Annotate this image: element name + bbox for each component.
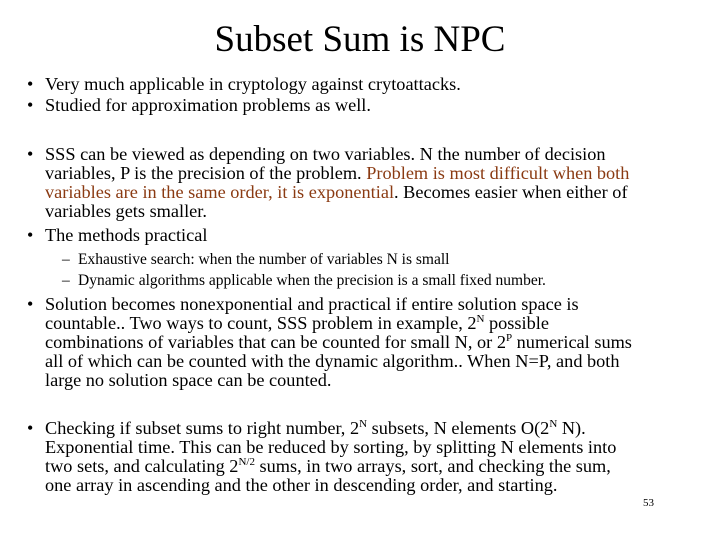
bullet-marker: •: [27, 144, 34, 164]
dash-marker: –: [62, 272, 70, 289]
text-line: [45, 456, 611, 476]
highlighted-text: variables are in the same order, it is exponential: [45, 182, 395, 202]
text-segment: Dynamic algorithms applicable when the precision is a small fixed number.: [78, 272, 546, 289]
text-segment: The methods practical: [45, 225, 208, 245]
text-line: [45, 144, 606, 164]
text-segment: N).: [557, 418, 586, 438]
text-line: [45, 182, 628, 202]
text-segment: Checking if subset sums to right number, 2: [45, 418, 360, 438]
text-segment: Very much applicable in cryptology against crytoattacks.: [45, 74, 461, 94]
text-line: [45, 95, 371, 115]
text-segment: Studied for approximation problems as well.: [45, 95, 371, 115]
bullet-marker: •: [27, 74, 34, 94]
text-segment: subsets, N elements O(2: [367, 418, 550, 438]
text-segment: countable.. Two ways to count, SSS problem in example, 2: [45, 313, 477, 333]
text-segment: large no solution space can be counted.: [45, 370, 332, 390]
sub-bullet-line: [78, 271, 546, 291]
text-line: [45, 74, 461, 94]
slide-title: Subset Sum is NPC: [214, 19, 506, 60]
text-segment: variables gets smaller.: [45, 201, 207, 221]
text-line: [45, 418, 586, 438]
text-segment: possible: [484, 313, 549, 333]
text-segment: combinations of variables that can be counted for small N, or 2: [45, 332, 506, 352]
text-segment: two sets, and calculating 2: [45, 456, 239, 476]
text-segment: sums, in two arrays, sort, and checking the sum,: [254, 456, 611, 476]
superscript: P: [505, 332, 513, 344]
superscript: N/2: [238, 456, 255, 468]
text-line: [45, 313, 549, 333]
bullet-marker: •: [27, 95, 34, 115]
text-line: [45, 294, 579, 314]
bullet-marker: •: [27, 294, 34, 314]
text-segment: variables, P is the precision of the problem.: [45, 163, 367, 183]
text-line: [45, 475, 558, 495]
dash-marker: –: [62, 251, 70, 268]
highlighted-text: Problem is most difficult when both: [366, 163, 630, 183]
text-segment: . Becomes easier when either of: [394, 182, 628, 202]
superscript: N: [359, 418, 368, 430]
text-segment: all of which can be counted with the dynamic algorithm.. When N=P, and both: [45, 351, 620, 371]
text-segment: Solution becomes nonexponential and practical if entire solution space is: [45, 294, 579, 314]
bullet-marker: •: [27, 418, 34, 438]
text-segment: SSS can be viewed as depending on two variables. N the number of decision: [45, 144, 606, 164]
page-number: 53: [643, 497, 654, 509]
text-line: [45, 351, 620, 371]
text-line: [45, 163, 629, 183]
sub-bullet-line: [78, 250, 449, 270]
text-segment: one array in ascending and the other in descending order, and starting.: [45, 475, 558, 495]
text-line: [45, 437, 616, 457]
superscript: N: [476, 313, 485, 325]
text-segment: Exhaustive search: when the number of variables N is small: [78, 251, 450, 268]
superscript: N: [549, 418, 558, 430]
text-line: [45, 201, 207, 221]
text-line: [45, 332, 632, 352]
text-segment: numerical sums: [512, 332, 632, 352]
bullet-marker: •: [27, 225, 34, 245]
text-line: [45, 370, 331, 390]
text-line: [45, 225, 207, 245]
text-segment: Exponential time. This can be reduced by sorting, by splitting N elements into: [45, 437, 617, 457]
